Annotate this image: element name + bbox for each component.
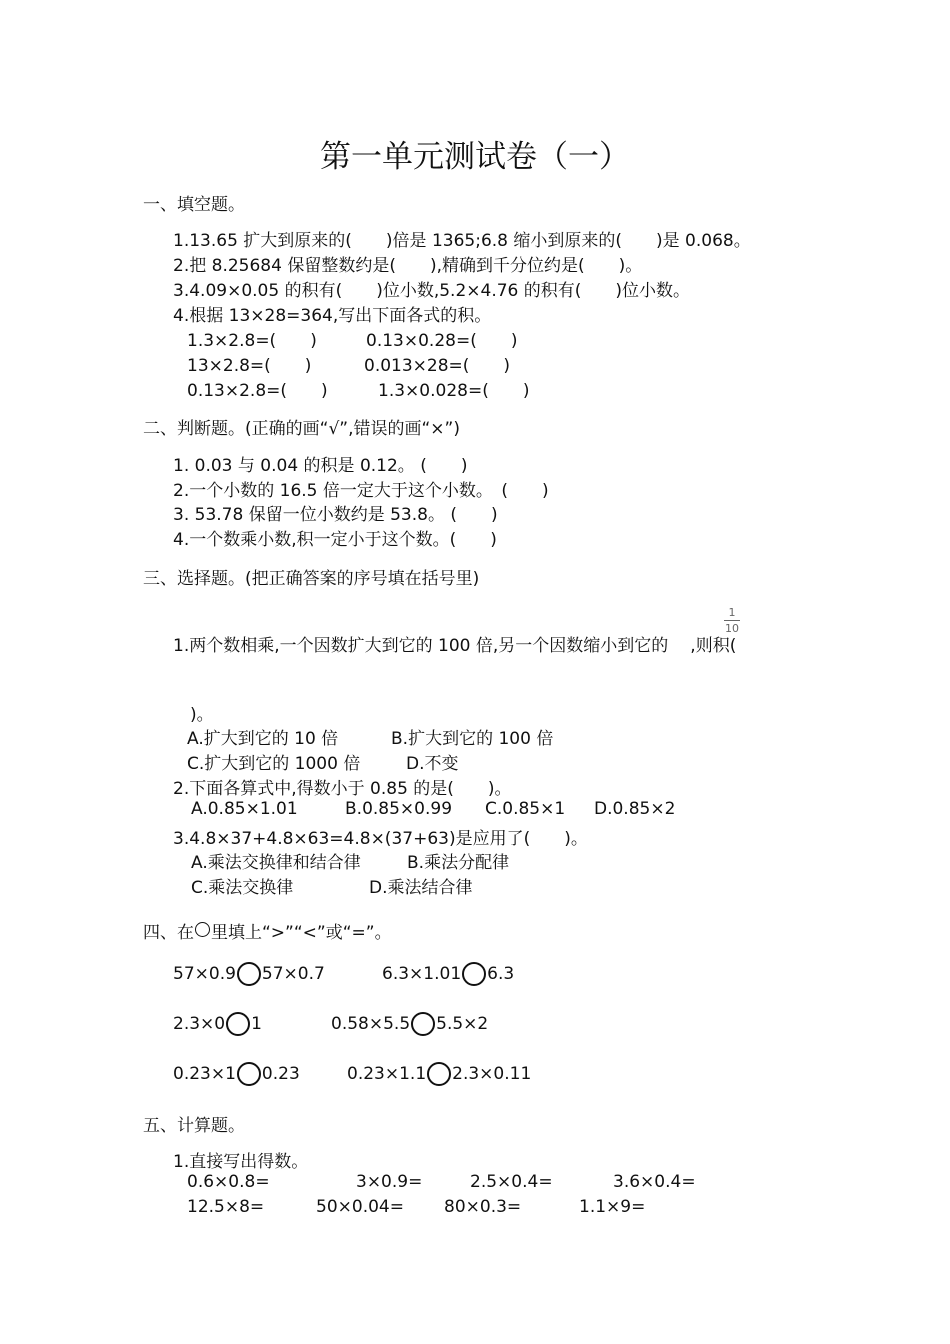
s3-q1-tail: ,则积( — [690, 636, 737, 656]
page-title: 第一单元测试卷（一） — [320, 139, 630, 175]
fraction-denominator: 10 — [725, 622, 739, 635]
calc-item: 50×0.04= — [316, 1197, 404, 1217]
calc-item: 2.5×0.4= — [470, 1172, 553, 1192]
s5-question-1: 1.直接写出得数。 — [173, 1152, 309, 1172]
s1-q4-item: 0.13×0.28=( ) — [366, 331, 518, 351]
circle-icon — [195, 922, 210, 937]
s3-q2-option-c: C.0.85×1 — [485, 799, 566, 819]
calc-item: 80×0.3= — [444, 1197, 522, 1217]
s3-q3-option-c: C.乘法交换律 — [191, 878, 294, 898]
s1-q4-item: 1.3×2.8=( ) — [187, 331, 317, 351]
fraction-numerator: 1 — [728, 606, 736, 619]
calc-item: 3×0.9= — [356, 1172, 423, 1192]
section-5-heading: 五、计算题。 — [143, 1116, 245, 1136]
section-1-heading: 一、填空题。 — [143, 195, 245, 215]
s3-q2-option-d: D.0.85×2 — [594, 799, 676, 819]
fraction-one-tenth — [722, 606, 742, 635]
s3-q1-option-c: C.扩大到它的 1000 倍 — [187, 754, 361, 774]
calc-item: 1.1×9= — [579, 1197, 646, 1217]
compare-item: 6.3×1.01 6.3 — [382, 964, 515, 984]
answer-circle[interactable] — [237, 1062, 261, 1086]
s2-question-2: 2.一个小数的 16.5 倍一定大于这个小数。 ( ) — [173, 481, 549, 501]
section-2-heading: 二、判断题。(正确的画“√”,错误的画“×”) — [143, 419, 460, 439]
s3-q1-text: 1.两个数相乘,一个因数扩大到它的 100 倍,另一个因数缩小到它的 — [173, 636, 669, 656]
s3-q2-option-a: A.0.85×1.01 — [191, 799, 298, 819]
s2-question-3: 3. 53.78 保留一位小数约是 53.8。 ( ) — [173, 505, 498, 525]
s3-q1-option-d: D.不变 — [406, 754, 459, 774]
answer-circle[interactable] — [237, 962, 261, 986]
s1-question-4: 4.根据 13×28=364,写出下面各式的积。 — [173, 306, 492, 326]
calc-item: 0.6×0.8= — [187, 1172, 270, 1192]
s2-question-1: 1. 0.03 与 0.04 的积是 0.12。 ( ) — [173, 456, 468, 476]
s1-q4-item: 13×2.8=( ) — [187, 356, 312, 376]
compare-item: 0.23×1 0.23 — [173, 1064, 300, 1084]
answer-circle[interactable] — [462, 962, 486, 986]
s1-question-2: 2.把 8.25684 保留整数约是( ),精确到千分位约是( )。 — [173, 256, 643, 276]
s3-question-3: 3.4.8×37+4.8×63=4.8×(37+63)是应用了( )。 — [173, 829, 588, 849]
s1-q4-item: 0.013×28=( ) — [364, 356, 511, 376]
compare-item: 0.23×1.1 2.3×0.11 — [347, 1064, 532, 1084]
s3-q2-option-b: B.0.85×0.99 — [345, 799, 453, 819]
s1-question-1: 1.13.65 扩大到原来的( )倍是 1365;6.8 缩小到原来的( )是 0.068。 — [173, 231, 751, 251]
s3-q3-option-b: B.乘法分配律 — [407, 853, 510, 873]
calc-item: 12.5×8= — [187, 1197, 265, 1217]
compare-item: 0.58×5.5 5.5×2 — [331, 1014, 489, 1034]
s3-question-1 — [173, 631, 736, 656]
s3-q1-option-a: A.扩大到它的 10 倍 — [187, 729, 339, 749]
answer-circle[interactable] — [427, 1062, 451, 1086]
s1-q4-item: 1.3×0.028=( ) — [378, 381, 530, 401]
section-3-heading: 三、选择题。(把正确答案的序号填在括号里) — [143, 569, 480, 589]
s3-q3-option-a: A.乘法交换律和结合律 — [191, 853, 361, 873]
compare-item: 57×0.9 57×0.7 — [173, 964, 325, 984]
s3-q1-close: )。 — [190, 705, 214, 725]
s1-question-3: 3.4.09×0.05 的积有( )位小数,5.2×4.76 的积有( )位小数。 — [173, 281, 691, 301]
s3-question-2: 2.下面各算式中,得数小于 0.85 的是( )。 — [173, 779, 512, 799]
s2-question-4: 4.一个数乘小数,积一定小于这个数。( ) — [173, 530, 497, 550]
calc-item: 3.6×0.4= — [613, 1172, 696, 1192]
s3-q3-option-d: D.乘法结合律 — [369, 878, 473, 898]
s3-q1-option-b: B.扩大到它的 100 倍 — [391, 729, 554, 749]
section-4-heading: 四、在 里填上“>”“<”或“=”。 — [143, 923, 392, 943]
s1-q4-item: 0.13×2.8=( ) — [187, 381, 328, 401]
answer-circle[interactable] — [226, 1012, 250, 1036]
answer-circle[interactable] — [411, 1012, 435, 1036]
compare-item: 2.3×0 1 — [173, 1014, 262, 1034]
